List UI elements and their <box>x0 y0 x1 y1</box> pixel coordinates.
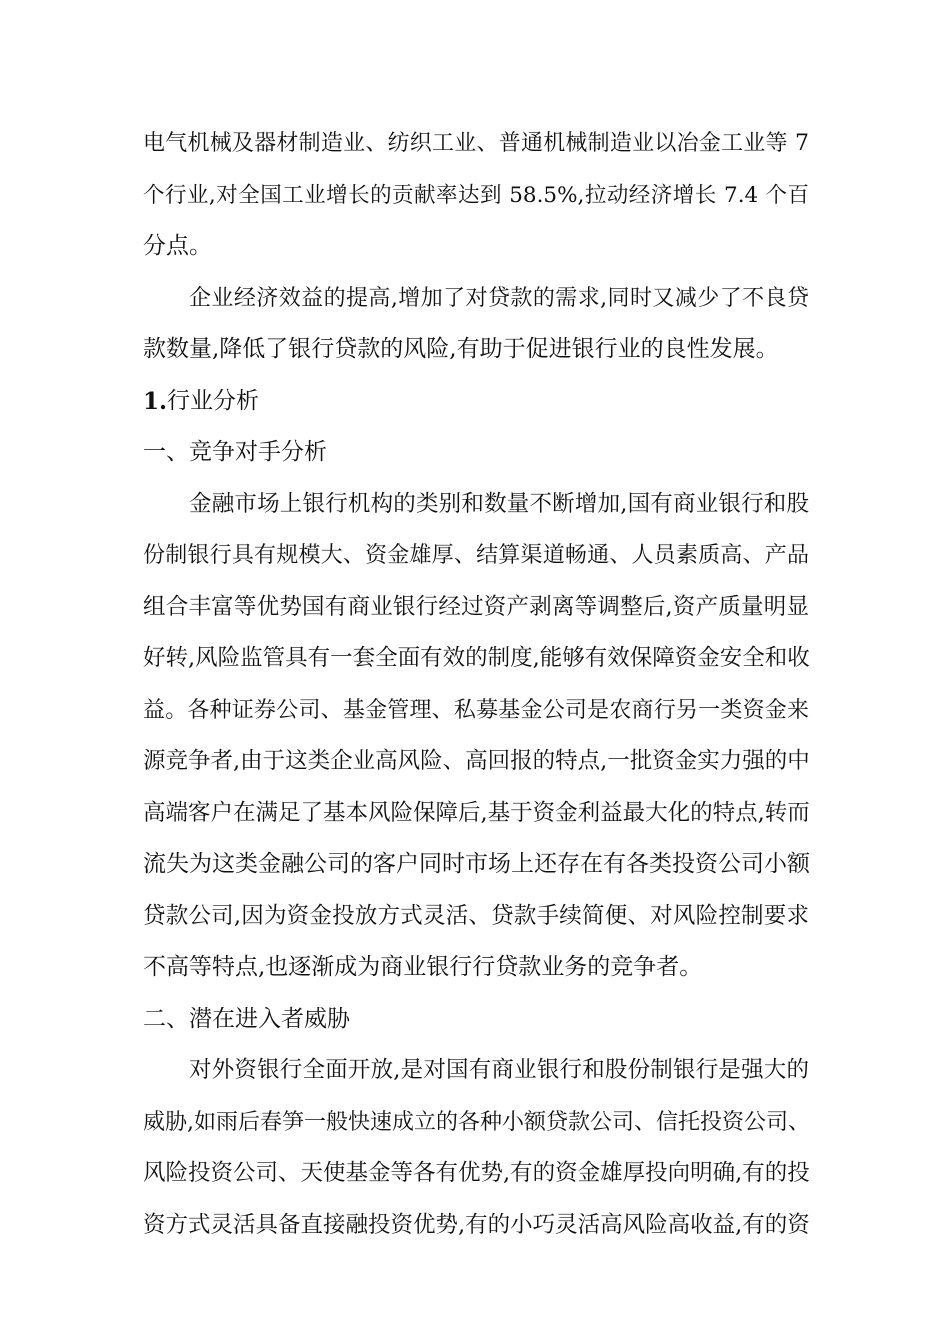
text-line: 贷款公司,因为资金投放方式灵活、贷款手续简便、对风险控制要求 <box>143 902 809 929</box>
document-body <box>143 118 809 1251</box>
text-line: 款数量,降低了银行贷款的风险,有助于促进银行业的良性发展。 <box>143 336 779 362</box>
text-line: 风险投资公司、天使基金等各有优势,有的资金雄厚投向明确,有的投 <box>143 1160 810 1186</box>
section-heading <box>143 376 809 428</box>
text-line: 份制银行具有规模大、资金雄厚、结算渠道畅通、人员素质高、产品 <box>143 543 809 568</box>
text-line: 好转,风险监管具有一套全面有效的制度,能够有效保障资金安全和收 <box>143 645 810 671</box>
text-line: 不高等特点,也逐渐成为商业银行行贷款业务的竞争者。 <box>143 954 703 980</box>
text-line: 分点。 <box>143 233 212 259</box>
text-line: 二、潜在进入者威胁 <box>143 1005 350 1032</box>
text-line: 资方式灵活具备直接融投资优势,有的小巧灵活高风险高收益,有的资 <box>143 1211 810 1238</box>
text-line: 组合丰富等优势国有商业银行经过资产剥离等调整后,资产质量明显 <box>143 593 809 620</box>
text-line: 企业经济效益的提高,增加了对贷款的需求,同时又减少了不良贷 <box>189 285 809 311</box>
text-line: 源竞争者,由于这类企业高风险、高回报的特点,一批资金实力强的中 <box>143 748 810 774</box>
text-line: 益。各种证券公司、基金管理、私募基金公司是农商行另一类资金来 <box>143 697 809 723</box>
text-line: 电气机械及器材制造业、纺织工业、普通机械制造业以冶金工业等 7 <box>143 131 809 156</box>
text-line: 金融市场上银行机构的类别和数量不断增加,国有商业银行和股 <box>189 490 809 517</box>
text-line: 威胁,如雨后春笋一般快速成立的各种小额贷款公司、信托投资公司、 <box>143 1109 810 1135</box>
heading-text: 行业分析 <box>167 387 260 414</box>
text-line: 流失为这类金融公司的客户同时市场上还存在有各类投资公司小额 <box>143 851 810 877</box>
heading-number: 1. <box>143 387 168 415</box>
text-line: 高端客户在满足了基本风险保障后,基于资金利益最大化的特点,转而 <box>143 799 810 826</box>
text-line: 个行业,对全国工业增长的贡献率达到 58.5%,拉动经济增长 7.4 个百 <box>143 182 809 208</box>
text-line: 一、竞争对手分析 <box>143 439 327 465</box>
text-line: 对外资银行全面开放,是对国有商业银行和股份制银行是强大的 <box>189 1057 809 1083</box>
